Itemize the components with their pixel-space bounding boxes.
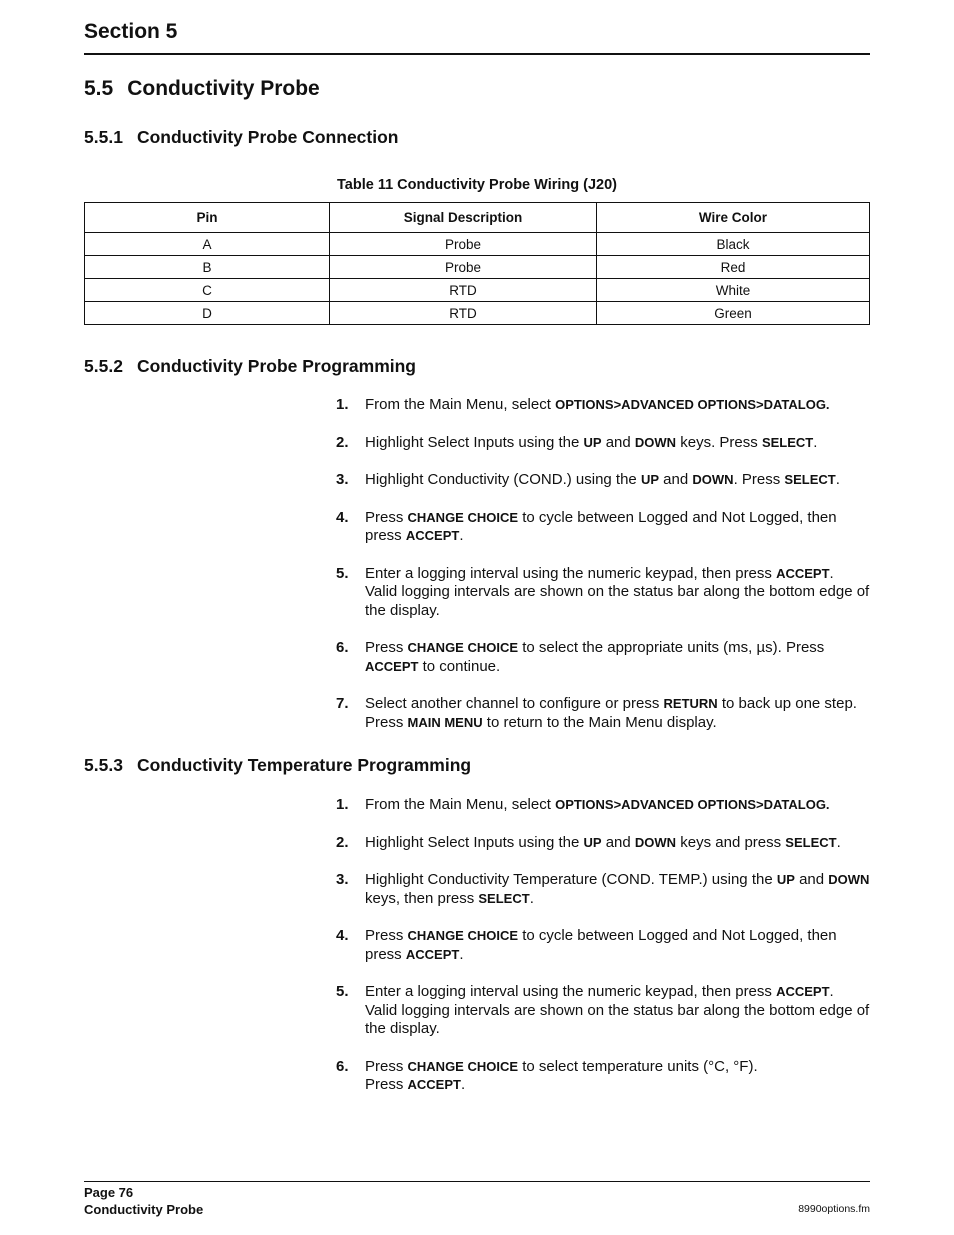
step-number: 1. [336,396,349,413]
document-page [84,0,870,1235]
column-header-pin: Pin [85,203,330,233]
step-number: 5. [336,564,349,582]
table-caption: Table 11 Conductivity Probe Wiring (J20) [337,177,617,193]
step-text: Highlight Conductivity (COND.) using the [365,471,641,488]
cell-wire-color: Green [597,302,870,325]
key-name: CHANGE CHOICE [407,509,519,525]
step-text: . [459,945,464,963]
key-name: DOWN [692,472,734,487]
step-number: 7. [336,695,349,712]
step-number: 3. [336,871,349,888]
step-text: to continue. [418,657,501,675]
key-name: CHANGE CHOICE [407,1058,519,1074]
step-item [336,639,870,676]
step-text: . [460,1076,466,1093]
cell-signal: Probe [330,256,597,279]
heading-probe-programming [84,356,416,377]
step-item [336,471,870,490]
header-rule [84,53,870,55]
step-text: to cycle between Logged and Not Logged, then press [365,508,837,544]
footer-left [84,1184,203,1218]
heading-title: Conductivity Temperature Programming [136,755,472,775]
column-header-wire-color: Wire Color [597,203,870,233]
step-number: 1. [336,796,349,813]
heading-temperature-programming [84,755,471,776]
step-text: Enter a logging interval using the numeric keypad, then press [365,983,777,1000]
step-text: and [659,471,693,488]
cell-wire-color: Black [597,233,870,256]
step-text: Press [365,639,408,656]
heading-number: 5.5 [84,77,114,100]
heading-number: 5.5.1 [84,127,123,147]
key-name: SELECT [784,472,836,487]
step-item [336,565,870,621]
step-number: 2. [336,433,349,451]
step-text: Highlight Conductivity Temperature (COND. TEMP.) using the [365,871,777,888]
key-name: UP [583,434,602,450]
heading-title: Conductivity Probe [127,77,320,100]
step-number: 6. [336,639,349,656]
cell-pin: C [85,279,330,302]
key-name: SELECT [785,834,837,850]
step-item [336,871,870,908]
step-number: 2. [336,833,349,851]
footer-filename: 8990options.fm [798,1203,870,1215]
step-text: keys, then press [365,889,479,907]
key-name: OPTIONS>ADVANCED OPTIONS>DATALOG. [555,397,830,412]
key-name: DOWN [634,434,677,450]
key-name: OPTIONS>ADVANCED OPTIONS>DATALOG. [555,797,830,812]
probe-programming-steps [336,396,870,732]
step-text: Press [365,1057,408,1075]
step-text: . [529,889,534,907]
step-text: Enter a logging interval using the numeric keypad, then press [365,564,777,582]
step-text: and [794,871,829,888]
heading-conductivity-probe [84,77,320,101]
wiring-table [84,202,870,325]
cell-signal: RTD [330,302,597,325]
cell-wire-color: Red [597,256,870,279]
key-name: ACCEPT [365,658,419,674]
step-number: 6. [336,1057,349,1075]
step-text: to cycle between Logged and Not Logged, then press [365,927,837,963]
step-text: to return to the Main Menu display. [482,713,717,731]
step-text: Select another channel to configure or press [365,695,664,712]
step-text: . Valid logging intervals are shown on the status bar along the bottom edge of the display. [365,564,870,619]
step-item [336,434,870,453]
temperature-programming-steps [336,796,870,1095]
key-name: UP [640,472,660,487]
cell-signal: Probe [330,233,597,256]
heading-number: 5.5.3 [84,755,123,775]
step-text: to back up one step. Press [365,695,857,731]
step-number: 4. [336,508,349,526]
step-item [336,695,870,732]
step-item [336,983,870,1039]
key-name: UP [776,872,795,887]
step-number: 3. [336,471,349,488]
table-row [85,302,870,325]
heading-title: Conductivity Probe Connection [136,127,399,147]
step-number: 5. [336,983,349,1000]
table-header-row [85,203,870,233]
step-text: From the Main Menu, select [365,796,556,813]
step-text: From the Main Menu, select [365,396,556,413]
table-row [85,256,870,279]
key-name: MAIN MENU [407,714,483,730]
footer-rule [84,1181,870,1182]
step-item [336,834,870,853]
key-name: CHANGE CHOICE [407,928,519,943]
key-name: RETURN [663,696,718,711]
step-text: . [835,471,840,488]
step-text: . [836,833,841,851]
step-item [336,927,870,964]
heading-number: 5.5.2 [84,356,123,376]
step-text: to select the appropriate units (ms, µs). Press [518,639,825,656]
step-text: and [601,433,635,451]
key-name: ACCEPT [407,1077,461,1092]
key-name: DOWN [634,834,677,850]
footer-topic: Conductivity Probe [84,1202,204,1217]
key-name: DOWN [828,872,870,887]
cell-pin: B [85,256,330,279]
cell-pin: D [85,302,330,325]
column-header-signal: Signal Description [330,203,597,233]
table-row [85,233,870,256]
step-item [336,796,870,815]
step-number: 4. [336,927,349,944]
step-item [336,1058,870,1095]
step-text: . Press [733,471,785,488]
heading-probe-connection [84,127,398,148]
step-item [336,509,870,546]
table-row [85,279,870,302]
key-name: ACCEPT [405,946,460,962]
key-name: SELECT [478,890,530,906]
step-text: . Valid logging intervals are shown on the status bar along the bottom edge of the display. [365,983,870,1037]
step-text: . [459,527,464,544]
step-text: Press [365,927,408,944]
key-name: CHANGE CHOICE [407,640,519,655]
cell-pin: A [85,233,330,256]
step-text: Press [365,1076,408,1093]
step-text: keys and press [676,833,786,851]
page-number: Page 76 [84,1185,134,1200]
step-text: Press [365,508,408,526]
key-name: ACCEPT [405,528,460,543]
step-text: Highlight Select Inputs using the [365,833,584,851]
step-text: to select temperature units (°C, °F). [518,1057,758,1075]
cell-wire-color: White [597,279,870,302]
heading-title: Conductivity Probe Programming [136,356,416,376]
key-name: SELECT [761,434,814,450]
step-text: and [601,833,635,851]
cell-signal: RTD [330,279,597,302]
step-text: Highlight Select Inputs using the [365,433,584,451]
step-text: . [813,433,818,451]
key-name: UP [583,834,602,850]
key-name: ACCEPT [776,565,830,581]
step-item [336,396,870,415]
section-header: Section 5 [84,20,178,43]
step-text: keys. Press [676,433,762,451]
key-name: ACCEPT [776,984,830,999]
